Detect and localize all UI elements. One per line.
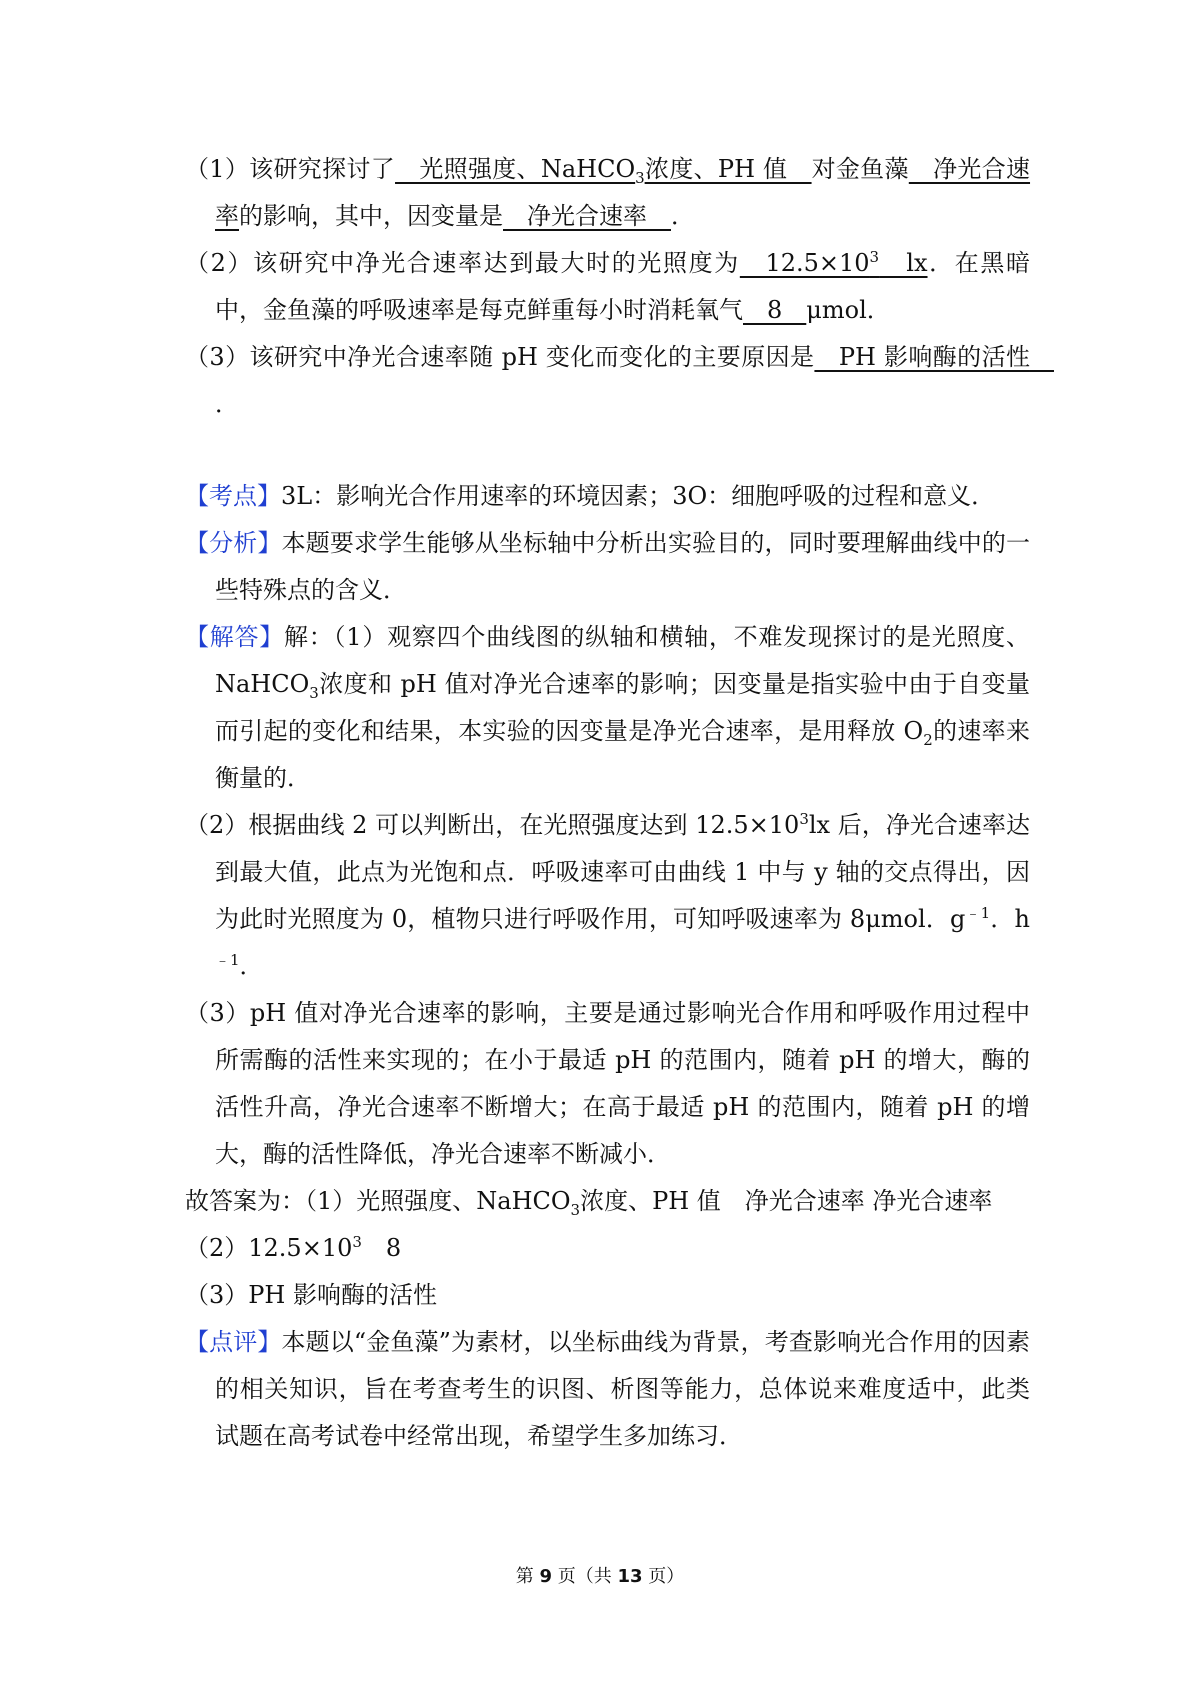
- q1-text: 对金鱼藻: [811, 155, 909, 183]
- document-body: [185, 146, 1054, 1460]
- q2-blank-light: $12.5\times 10^3$ lx: [739, 248, 928, 277]
- question-3: （3）该研究中净光合速率随 pH 变化而变化的主要原因是 PH 影响酶的活性 ．: [185, 343, 1054, 418]
- dianping-text: 本题以“金鱼藻”为素材，以坐标曲线为背景，考查影响光合作用的因素的相关知识，旨在考查考生的识图、析图等能力，总体说来难度适中，此类试题在高考试卷中经常出现，希望学生多加练习．: [215, 1328, 1030, 1450]
- q2-blank-oxygen: 8: [743, 296, 807, 324]
- kaodian-text: 3L：影响光合作用速率的环境因素；3O：细胞呼吸的过程和意义．: [281, 482, 996, 510]
- jieda-section: 【解答】解：（1）观察四个曲线图的纵轴和横轴，不难发现探讨的是光照度、NaHCO$_3$浓度和 pH 值对净光合速率的影响；因变量是指实验中由于自变量而引起的变化和结果，本实验的因变量是净光合速率，是用释放 $O_2$的速率来衡量的．: [185, 623, 1030, 792]
- answer-line-3: （3）PH 影响酶的活性: [185, 1281, 437, 1309]
- question-2: （2）该研究中净光合速率达到最大时的光照度为 $12.5\times 10^3$ lx．在黑暗中，金鱼藻的呼吸速率是每克鲜重每小时消耗氧气 8 μmol．: [185, 248, 1030, 324]
- jieda-part-2: （2）根据曲线 2 可以判断出，在光照强度达到 $12.5\times 10^3lx$ 后，净光合速率达到最大值，此点为光饱和点．呼吸速率可由曲线 1 中与 y 轴的交点得出，因为此时光照度为 0，植物只进行呼吸作用，可知呼吸速率为 8μmol．$g^{﹣1}$．$h^{﹣1}$．: [185, 810, 1030, 980]
- q1-blank-variables: 光照强度、NaHCO$_3$浓度、PH 值: [395, 155, 812, 187]
- question-1: （1）该研究探讨了 光照强度、NaHCO$_3$浓度、PH 值 对金鱼藻 净光合速率的影响，其中，因变量是 净光合速率 ．: [185, 155, 1031, 230]
- answer-line-1: 故答案为：（1）光照强度、NaHCO$_3$浓度、PH 值 净光合速率 净光合速率: [185, 1187, 993, 1219]
- q2-text: ．在黑暗中，金鱼藻的呼吸速率是每克鲜重每小时消耗氧气: [215, 249, 1030, 324]
- q1-prefix: （1）该研究探讨了: [185, 155, 396, 183]
- jieda-tag: 【解答】: [185, 623, 285, 651]
- fenxi-section: [185, 520, 1030, 614]
- page-footer: 第 9 页（共 13 页）: [515, 1566, 685, 1587]
- q1-text-2: 的影响，其中，因变量是: [239, 202, 503, 230]
- kaodian-section: [185, 473, 1030, 520]
- answer-line-2: $(2)12.5\times 10^3$ 8: [185, 1233, 402, 1262]
- jieda-part-3: （3）pH 值对净光合速率的影响，主要是通过影响光合作用和呼吸作用过程中所需酶的活性来实现的；在小于最适 pH 的范围内，随着 pH 的增大，酶的活性升高，净光合速率不断增大；在高于最适 pH 的范围内，随着 pH 的增大，酶的活性降低，净光合速率不断减小．: [185, 999, 1030, 1168]
- q1-blank-dependent: 净光合速率: [503, 202, 671, 230]
- q1-blank-target: 净光合速率: [215, 155, 1031, 230]
- total-pages: 13: [617, 1566, 643, 1587]
- kaodian-tag: 【考点】: [185, 482, 281, 510]
- dianping-section: [185, 1319, 1030, 1460]
- fenxi-tag: 【分析】: [185, 529, 282, 557]
- fenxi-text: 本题要求学生能够从坐标轴中分析出实验目的，同时要理解曲线中的一些特殊点的含义．: [215, 529, 1031, 604]
- q2-prefix: （2）该研究中净光合速率达到最大时的光照度为: [185, 249, 740, 277]
- q3-blank-reason: PH 影响酶的活性: [814, 343, 1054, 371]
- page-number: 9: [539, 1566, 552, 1587]
- dianping-tag: 【点评】: [185, 1328, 282, 1356]
- q3-prefix: （3）该研究中净光合速率随 pH 变化而变化的主要原因是: [185, 343, 815, 371]
